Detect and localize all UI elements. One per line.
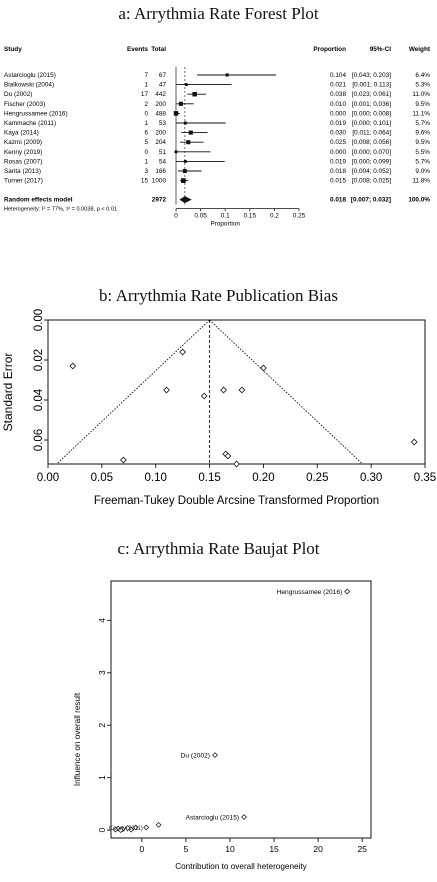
- study-label: Kaya (2014): [4, 129, 39, 137]
- x-tick-label: 0.05: [90, 472, 114, 484]
- x-tick-label: 0.10: [144, 472, 167, 484]
- x-tick-label: 0.2: [269, 212, 279, 220]
- events-value: 2: [144, 100, 148, 108]
- proportion-value: 0.104: [330, 72, 346, 79]
- study-label: Bialkowski (2004): [4, 81, 55, 89]
- heterogeneity-text: Heterogeneity: I² = 77%, τ² = 0.0038, p < 0.01: [4, 206, 118, 213]
- study-label: Du (2002): [4, 91, 33, 99]
- weight-value: 9.5%: [415, 139, 430, 147]
- point-label: Du (2002): [180, 752, 210, 760]
- header-study: Study: [4, 46, 22, 53]
- weight-value: 9.6%: [415, 129, 430, 137]
- total-value: 53: [158, 120, 166, 127]
- ci-value: [0.000; 0.101]: [351, 120, 391, 127]
- y-tick-label: 1: [96, 775, 107, 781]
- weight-square: [183, 169, 187, 173]
- study-point: [411, 439, 417, 445]
- y-tick-label: 0.04: [33, 388, 46, 412]
- proportion-value: 0.019: [330, 158, 346, 166]
- study-point: [201, 393, 207, 399]
- weight-value: 9.0%: [415, 168, 430, 175]
- proportion-value: 0.021: [330, 81, 346, 89]
- funnel-left-line: [57, 320, 210, 464]
- baujat-plot-title: c: Arrythmia Rate Baujat Plot: [117, 539, 320, 558]
- weight-value: 5.7%: [415, 120, 430, 127]
- total-value: 1000: [151, 177, 166, 185]
- ci-value: [0.001; 0.036]: [351, 100, 391, 108]
- x-tick-label: 5: [183, 844, 189, 854]
- total-value: 204: [155, 139, 166, 147]
- plot-frame: [111, 581, 371, 838]
- y-axis-title: Influence on overall result: [73, 692, 82, 787]
- events-value: 1: [144, 120, 148, 127]
- study-label: Astarcioglu (2015): [4, 72, 56, 79]
- study-point: [180, 349, 186, 355]
- proportion-value: 0.019: [330, 120, 346, 127]
- weight-square: [185, 83, 188, 86]
- study-point: [164, 387, 170, 393]
- events-value: 1: [144, 158, 148, 166]
- ci-value: [0.004; 0.052]: [351, 168, 391, 175]
- x-tick-label: 0.00: [36, 472, 60, 484]
- point-label: Astarcioglu (2015): [185, 814, 240, 822]
- events-value: 5: [144, 139, 148, 147]
- ci-value: [0.011; 0.064]: [352, 129, 391, 137]
- weight-value: 11.0%: [412, 91, 430, 99]
- proportion-value: 0.025: [330, 139, 346, 147]
- point-label: Hengrussamee (2016): [276, 588, 343, 596]
- summary-proportion: 0.018: [330, 196, 346, 204]
- x-tick-label: 0.25: [306, 472, 329, 484]
- total-value: 47: [158, 81, 166, 89]
- total-value: 51: [158, 148, 166, 156]
- x-tick-label: 0: [139, 844, 145, 854]
- weight-square: [189, 131, 193, 135]
- events-value: 7: [144, 72, 148, 79]
- proportion-value: 0.015: [330, 177, 346, 185]
- x-tick-label: 0.20: [252, 472, 275, 484]
- x-axis-title: Proportion: [210, 220, 240, 228]
- y-tick-label: 0.02: [33, 348, 46, 372]
- summary-ci: [0.007; 0.032]: [350, 196, 391, 204]
- weight-value: 11.8%: [412, 177, 430, 185]
- funnel-right-line: [210, 320, 363, 464]
- study-point: [221, 387, 227, 393]
- total-value: 166: [155, 168, 166, 175]
- study-label: Sarita (2013): [4, 168, 41, 175]
- x-tick-label: 0.15: [243, 212, 257, 220]
- baujat-plot: [0, 566, 437, 880]
- proportion-value: 0.038: [330, 91, 346, 99]
- events-value: 6: [144, 129, 148, 137]
- study-point: [70, 363, 76, 369]
- x-axis-title: Freeman-Tukey Double Arcsine Transformed Proportion: [93, 495, 380, 507]
- events-value: 0: [144, 110, 148, 118]
- ci-value: [0.043; 0.203]: [351, 72, 391, 79]
- x-tick-label: 0.1: [220, 212, 230, 220]
- summary-label: Random effects model: [4, 196, 73, 204]
- y-axis-title: Standard Error: [1, 352, 15, 432]
- plot-frame: [48, 320, 425, 464]
- weight-square: [192, 92, 197, 97]
- weight-value: 6.4%: [415, 72, 430, 79]
- weight-value: 5.5%: [415, 148, 430, 156]
- summary-weight: 100.0%: [408, 196, 430, 204]
- study-point: [234, 461, 240, 467]
- y-tick-label: 0: [96, 827, 107, 833]
- x-tick-label: 0.35: [413, 472, 437, 484]
- y-tick-label: 4: [96, 617, 107, 623]
- funnel-plot: [0, 308, 437, 527]
- weight-value: 5.7%: [415, 158, 430, 166]
- events-value: 3: [144, 168, 148, 175]
- ci-value: [0.000; 0.099]: [351, 158, 391, 166]
- y-tick-label: 0.06: [33, 428, 46, 452]
- proportion-value: 0.010: [330, 100, 346, 108]
- total-value: 442: [155, 91, 166, 99]
- weight-value: 5.3%: [415, 81, 430, 89]
- proportion-value: 0.030: [330, 129, 346, 137]
- weight-value: 11.1%: [412, 110, 430, 118]
- study-point: [345, 589, 350, 594]
- header-weight: Weight: [408, 46, 430, 53]
- weight-square: [174, 111, 179, 116]
- weight-square: [179, 102, 183, 106]
- study-point: [261, 365, 267, 371]
- forest-plot: [0, 30, 437, 280]
- study-point: [239, 387, 245, 393]
- ci-value: [0.001; 0.113]: [352, 81, 391, 89]
- study-label: Kammache (2011): [4, 120, 57, 127]
- study-point: [144, 825, 149, 830]
- funnel-plot-title: b: Arrythmia Rate Publication Bias: [99, 286, 338, 305]
- y-tick-label: 0.00: [33, 308, 46, 332]
- x-tick-label: 0.30: [359, 472, 383, 484]
- weight-square: [184, 122, 187, 125]
- proportion-value: 0.018: [330, 168, 346, 175]
- ci-value: [0.000; 0.008]: [351, 110, 391, 118]
- y-tick-label: 3: [96, 670, 107, 676]
- summary-diamond: [179, 196, 191, 203]
- study-point: [121, 457, 127, 463]
- forest-plot-title: a: Arrythmia Rate Forest Plot: [118, 4, 319, 23]
- weight-square: [181, 178, 186, 183]
- events-value: 1: [144, 81, 148, 89]
- proportion-value: 0.000: [330, 110, 346, 118]
- ci-value: [0.008; 0.025]: [351, 177, 391, 185]
- x-tick-label: 10: [225, 844, 235, 854]
- study-point: [242, 815, 247, 820]
- total-value: 200: [155, 129, 166, 137]
- ci-value: [0.000; 0.070]: [351, 148, 391, 156]
- x-tick-label: 20: [313, 844, 323, 854]
- weight-square: [226, 73, 229, 76]
- study-label: Fischer (2003): [4, 100, 46, 108]
- header-proportion: Proportion: [313, 46, 346, 53]
- study-label: Kazmi (2009): [4, 139, 43, 147]
- header-ci: 95%-CI: [369, 46, 391, 53]
- x-tick-label: 0: [174, 212, 178, 220]
- total-value: 67: [158, 72, 166, 79]
- ci-value: [0.023; 0.061]: [351, 91, 391, 99]
- proportion-value: 0.000: [330, 148, 346, 156]
- events-value: 17: [140, 91, 148, 99]
- study-label: Kenny (2019): [4, 148, 43, 156]
- study-point: [213, 753, 218, 758]
- study-label: Hengrussamee (2016): [4, 110, 68, 118]
- weight-square: [175, 150, 178, 153]
- study-point: [156, 822, 161, 827]
- total-value: 488: [155, 110, 166, 118]
- events-value: 0: [144, 148, 148, 156]
- study-label: Turner (2017): [4, 177, 43, 185]
- events-value: 15: [140, 177, 148, 185]
- cluster-label: Kenny(2011): [109, 826, 143, 833]
- summary-total: 2972: [151, 196, 166, 204]
- x-axis-title: Contribution to overall heterogeneity: [175, 862, 307, 871]
- ci-value: [0.008; 0.056]: [351, 139, 391, 147]
- study-label: Rosas (2007): [4, 158, 43, 166]
- y-tick-label: 2: [96, 722, 107, 728]
- x-tick-label: 0.15: [198, 472, 221, 484]
- weight-square: [186, 140, 190, 144]
- header-total: Total: [151, 46, 166, 53]
- weight-square: [184, 160, 187, 163]
- x-tick-label: 25: [357, 844, 367, 854]
- total-value: 200: [155, 100, 166, 108]
- header-events: Events: [127, 46, 148, 53]
- x-tick-label: 0.25: [292, 212, 306, 220]
- weight-value: 9.5%: [415, 100, 430, 108]
- total-value: 54: [158, 158, 166, 166]
- x-tick-label: 0.05: [194, 212, 207, 220]
- x-tick-label: 15: [269, 844, 279, 854]
